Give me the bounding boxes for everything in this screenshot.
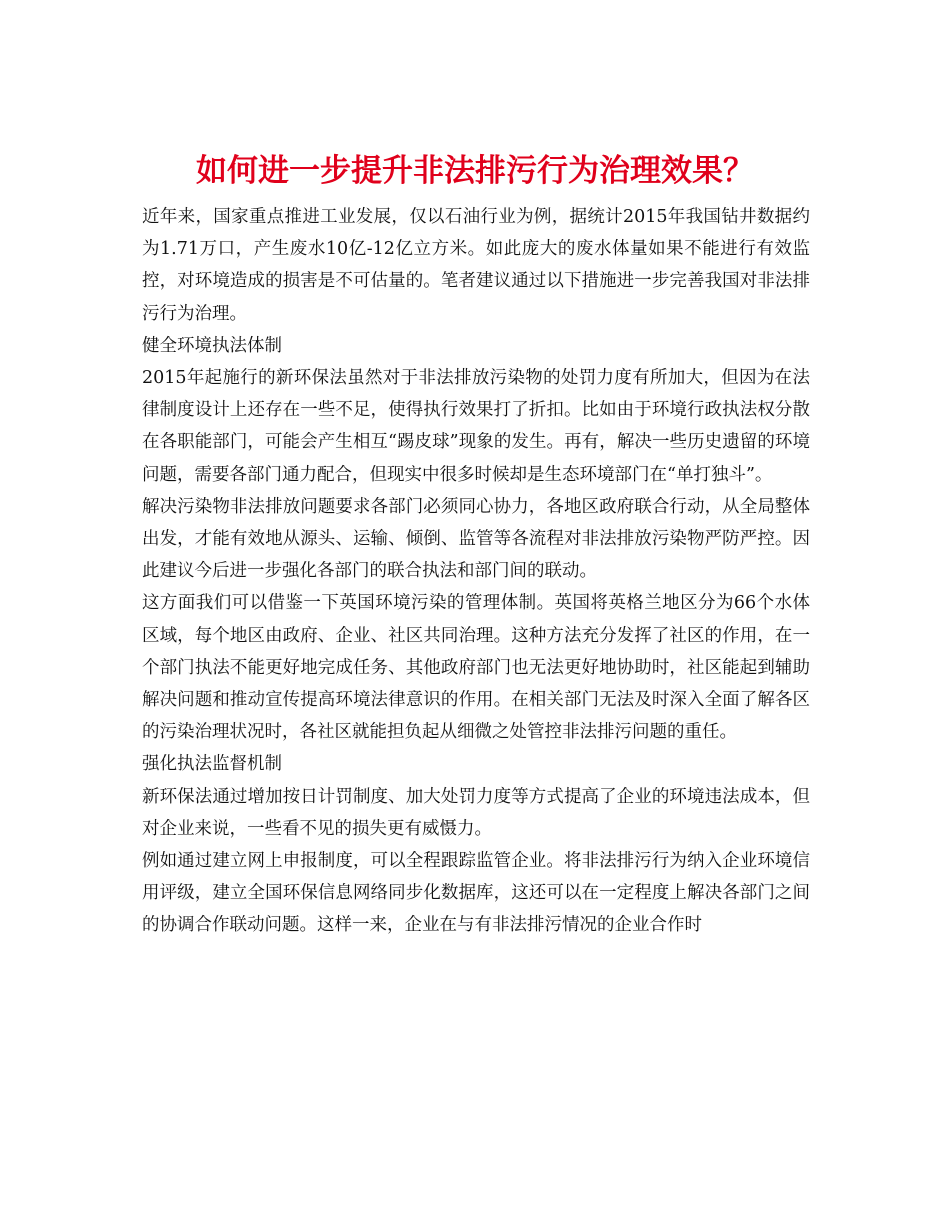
section-heading-supervision-mechanism: 强化执法监督机制 bbox=[142, 754, 282, 775]
document-title: 如何进一步提升非法排污行为治理效果？ bbox=[196, 152, 754, 189]
section-heading-law-enforcement-system: 健全环境执法体制 bbox=[142, 335, 282, 356]
paragraph-penalty: 新环保法通过增加按日计罚制度、加大处罚力度等方式提高了企业的环境违法成本，但对企业来说，一些看不见的损失更有威慑力。 bbox=[142, 786, 810, 839]
paragraph-cooperation: 解决污染物非法排放问题要求各部门必须同心协力，各地区政府联合行动，从全局整体出发，才能有效地从源头、运输、倾倒、监管等各流程对非法排放污染物严防严控。因此建议今后进一步强化各部门的联合执法和部门间的联动。 bbox=[142, 496, 810, 582]
paragraph-uk-example: 这方面我们可以借鉴一下英国环境污染的管理体制。英国将英格兰地区分为66个水体区域，每个地区由政府、企业、社区共同治理。这种方法充分发挥了社区的作用，在一个部门执法不能更好地完成任务、其他政府部门也无法更好地协助时，社区能起到辅助解决问题和推动宣传提高环境法律意识的作用。在相关部门无法及时深入全面了解各区的污染治理状况时，各社区就能担负起从细微之处管控非法排污问题的重任。 bbox=[142, 593, 810, 743]
paragraph-online-reporting: 例如通过建立网上申报制度，可以全程跟踪监管企业。将非法排污行为纳入企业环境信用评级，建立全国环保信息网络同步化数据库，这还可以在一定程度上解决各部门之间的协调合作联动问题。这样一来，企业在与有非法排污情况的企业合作时 bbox=[142, 851, 810, 936]
paragraph-new-law: 2015年起施行的新环保法虽然对于非法排放污染物的处罚力度有所加大，但因为在法律制度设计上还存在一些不足，使得执行效果打了折扣。比如由于环境行政执法权分散在各职能部门，可能会产生相互“踢皮球”现象的发生。再有，解决一些历史遗留的环境问题，需要各部门通力配合，但现实中很多时候却是生态环境部门在“单打独斗”。 bbox=[142, 368, 810, 485]
paragraph-intro: 近年来，国家重点推进工业发展，仅以石油行业为例，据统计2015年我国钻井数据约为1.71万口，产生废水10亿-12亿立方米。如此庞大的废水体量如果不能进行有效监控，对环境造成的损害是不可估量的。笔者建议通过以下措施进一步完善我国对非法排污行为治理。 bbox=[142, 207, 810, 324]
document-body bbox=[142, 201, 810, 942]
